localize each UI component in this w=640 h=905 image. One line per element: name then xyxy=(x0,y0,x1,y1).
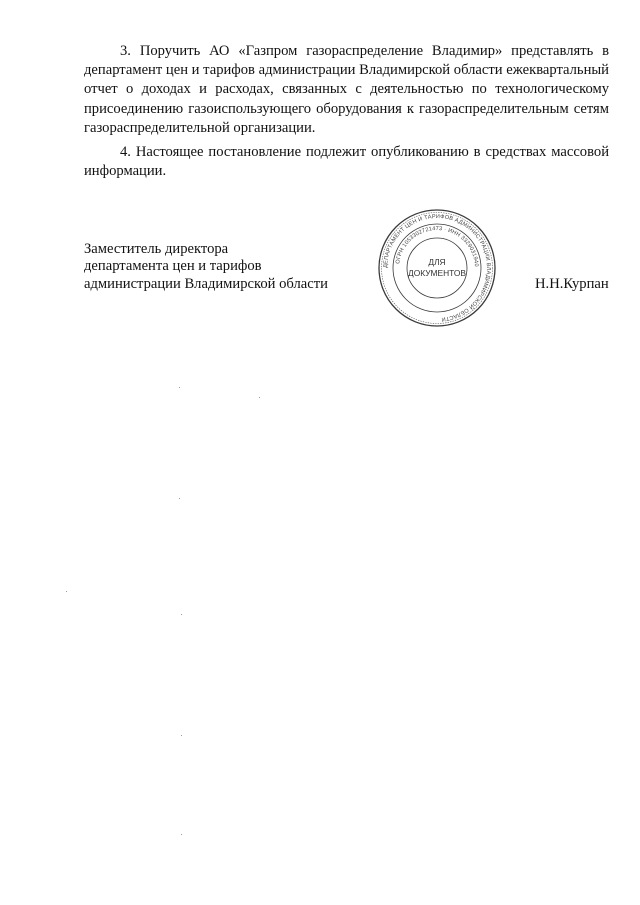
signer-name: Н.Н.Курпан xyxy=(535,276,609,292)
signature-position xyxy=(84,241,328,293)
scan-speck xyxy=(181,614,182,615)
seal-center-line-1: ДЛЯ xyxy=(428,257,446,267)
position-line-1: Заместитель директора xyxy=(84,241,229,257)
scan-speck xyxy=(179,387,180,388)
scan-speck xyxy=(66,591,67,592)
position-line-3: администрации Владимирской области xyxy=(84,275,328,292)
scan-speck xyxy=(181,834,182,835)
official-seal xyxy=(376,207,498,329)
seal-center-line-2: ДОКУМЕНТОВ xyxy=(408,268,466,278)
seal-outer-text: ДЕПАРТАМЕНТ ЦЕН И ТАРИФОВ АДМИНИСТРАЦИИ ВЛАДИМИРСКОЙ ОБЛАСТИ xyxy=(382,213,492,322)
position-line-2: департамента цен и тарифов xyxy=(84,258,262,275)
scan-speck xyxy=(259,397,260,398)
scan-speck xyxy=(181,735,182,736)
seal-inner-text: ОГРН 1053302721473 · ИНН 3329031940 xyxy=(395,225,480,268)
paragraph-3: 3. Поручить АО «Газпром газораспределение Владимир» представлять в департамент цен и тарифов администрации Владимирской области ежеквартальный отчет о доходах и расходах, связанных с деятельностью по технологическому присоединению газоиспользующего оборудования к газораспределительным сетям газораспределительной организации. xyxy=(84,43,609,136)
scan-speck xyxy=(179,498,180,499)
document-body xyxy=(84,42,609,186)
paragraph-4: 4. Настоящее постановление подлежит опубликованию в средствах массовой информации. xyxy=(84,144,609,180)
